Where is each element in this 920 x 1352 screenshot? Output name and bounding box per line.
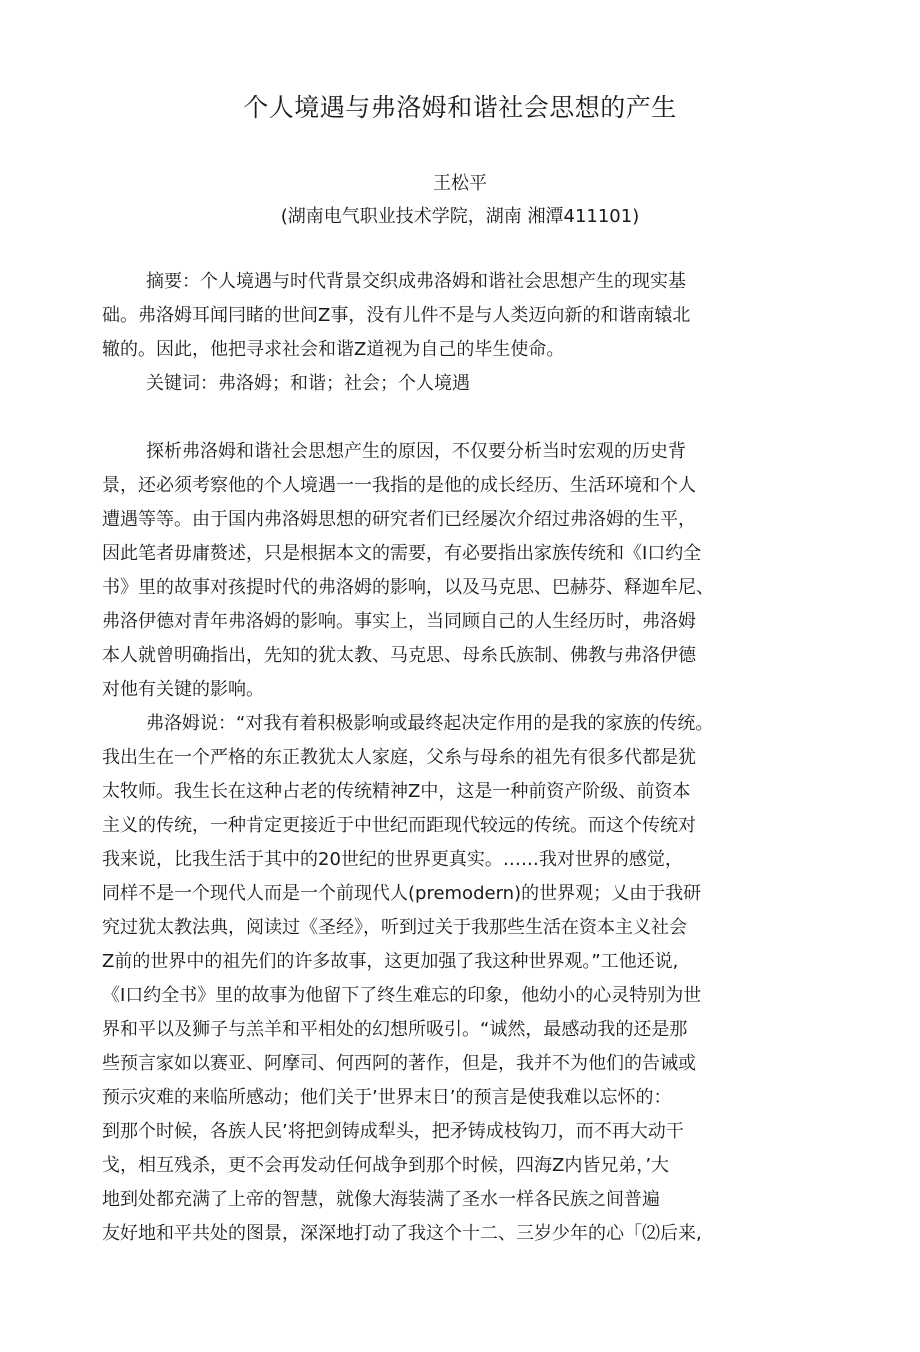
paragraph2-line: 地到处都充满了上帝的智慧，就像大海装满了圣水一样各民族之间普遍 <box>102 1189 660 1210</box>
author-name: 王松平 <box>433 173 487 194</box>
abstract-section <box>102 265 802 401</box>
paragraph1-line: 景，还必须考察他的个人境遇一一我指的是他的成长经历、生活环境和个人 <box>102 475 696 496</box>
paragraph1-line: 遭遇等等。由于国内弗洛姆思想的研究者们已经屡次介绍过弗洛姆的生平， <box>102 509 696 530</box>
paragraph1-line: 弗洛伊德对青年弗洛姆的影响。事实上，当同顾自己的人生经历时，弗洛姆 <box>102 611 696 632</box>
paragraph1-line: 因此笔者毋庸赘述，只是根据本文的需要，有必要指出家族传统和《I口约全 <box>102 543 702 564</box>
paragraph2-line: 同样不是一个现代人而是一个前现代人(premodern)的世界观；乂由于我研 <box>102 883 702 904</box>
paper-title: 个人境遇与弗洛姆和谐社会思想的产生 <box>243 93 677 122</box>
paragraph2-line: 我出生在一个严格的东正教犹太人家庭，父糸与母糸的祖先有很多代都是犹 <box>102 747 696 768</box>
paragraph2-line: 《I口约全书》里的故事为他留下了终生难忘的印象，他幼小的心灵特别为世 <box>102 985 702 1006</box>
paragraph2-line: 友好地和平共处的图景，深深地打动了我这个十二、三岁少年的心「⑵后来, <box>102 1223 702 1244</box>
abstract-line: 础。弗洛姆耳闻冃睹的世间Z事，没有儿件不是与人类迈向新的和谐南辕北 <box>102 305 691 326</box>
paragraph2-line: Z前的世界中的祖先们的许多故事，这更加强了我这种世界观。”工他还说, <box>102 951 679 972</box>
paragraph2-line: 弗洛姆说：“对我有着积极影响或最终起决定作用的是我的家族的传统。 <box>146 713 714 734</box>
paragraph2-line: 到那个时候，各族人民’将把剑铸成犁头，把矛铸成枝钩刀，而不再大动干 <box>102 1121 684 1142</box>
paragraph2-line: 界和平以及狮子与羔羊和平相处的幻想所吸引。“诚然，最感动我的还是那 <box>102 1019 688 1040</box>
paragraph1-line: 书》里的故事对孩提时代的弗洛姆的影响，以及马克思、巴赫芬、释迦牟尼、 <box>102 577 714 598</box>
paragraph1-line: 本人就曾明确指出，先知的犹太教、马克思、母糸氏族制、佛教与弗洛伊德 <box>102 645 696 666</box>
paragraph1-line: 对他有关键的影响。 <box>102 679 264 700</box>
abstract-line: 辙的。因此，他把寻求社会和谐Z道视为自己的毕生使命。 <box>102 339 565 360</box>
paragraph2-line: 些预言家如以赛亚、阿摩司、何西阿的著作，但是，我并不为他们的告诫或 <box>102 1053 696 1074</box>
abstract-line: 摘要：个人境遇与时代背景交织成弗洛姆和谐社会思想产生的现实基 <box>146 271 686 292</box>
paragraph2-line: 预示灾难的来临所感动；他们关于’世界末日’的预言是使我难以忘怀的： <box>102 1087 672 1108</box>
paragraph1-line: 探析弗洛姆和谐社会思想产生的原因，不仅要分析当时宏观的历史背 <box>146 441 686 462</box>
keywords-line: 关键词：弗洛姆；和谐；社会；个人境遇 <box>146 373 470 394</box>
paragraph2-line: 戈，相互残杀，更不会再发动任何战争到那个时候，四海Z内皆兄弟，’大 <box>102 1155 670 1176</box>
body-text <box>102 435 802 1251</box>
paragraph2-line: 太牧师。我生长在这种占老的传统精神Z中，这是一种前资产阶级、前资本 <box>102 781 691 802</box>
paragraph2-line: 究过犹太教法典，阅读过《圣经》，听到过关于我那些生活在资本主义社会 <box>102 917 687 938</box>
paragraph2-line: 主义的传统，一种肯定更接近于中世纪而距现代较远的传统。而这个传统对 <box>102 815 696 836</box>
author-affiliation: (湖南电气职业技术学院，湖南 湘潭411101) <box>280 206 640 227</box>
paragraph2-line: 我来说，比我生活于其中的20世纪的世界更真实。……我对世界的感觉， <box>102 849 683 870</box>
